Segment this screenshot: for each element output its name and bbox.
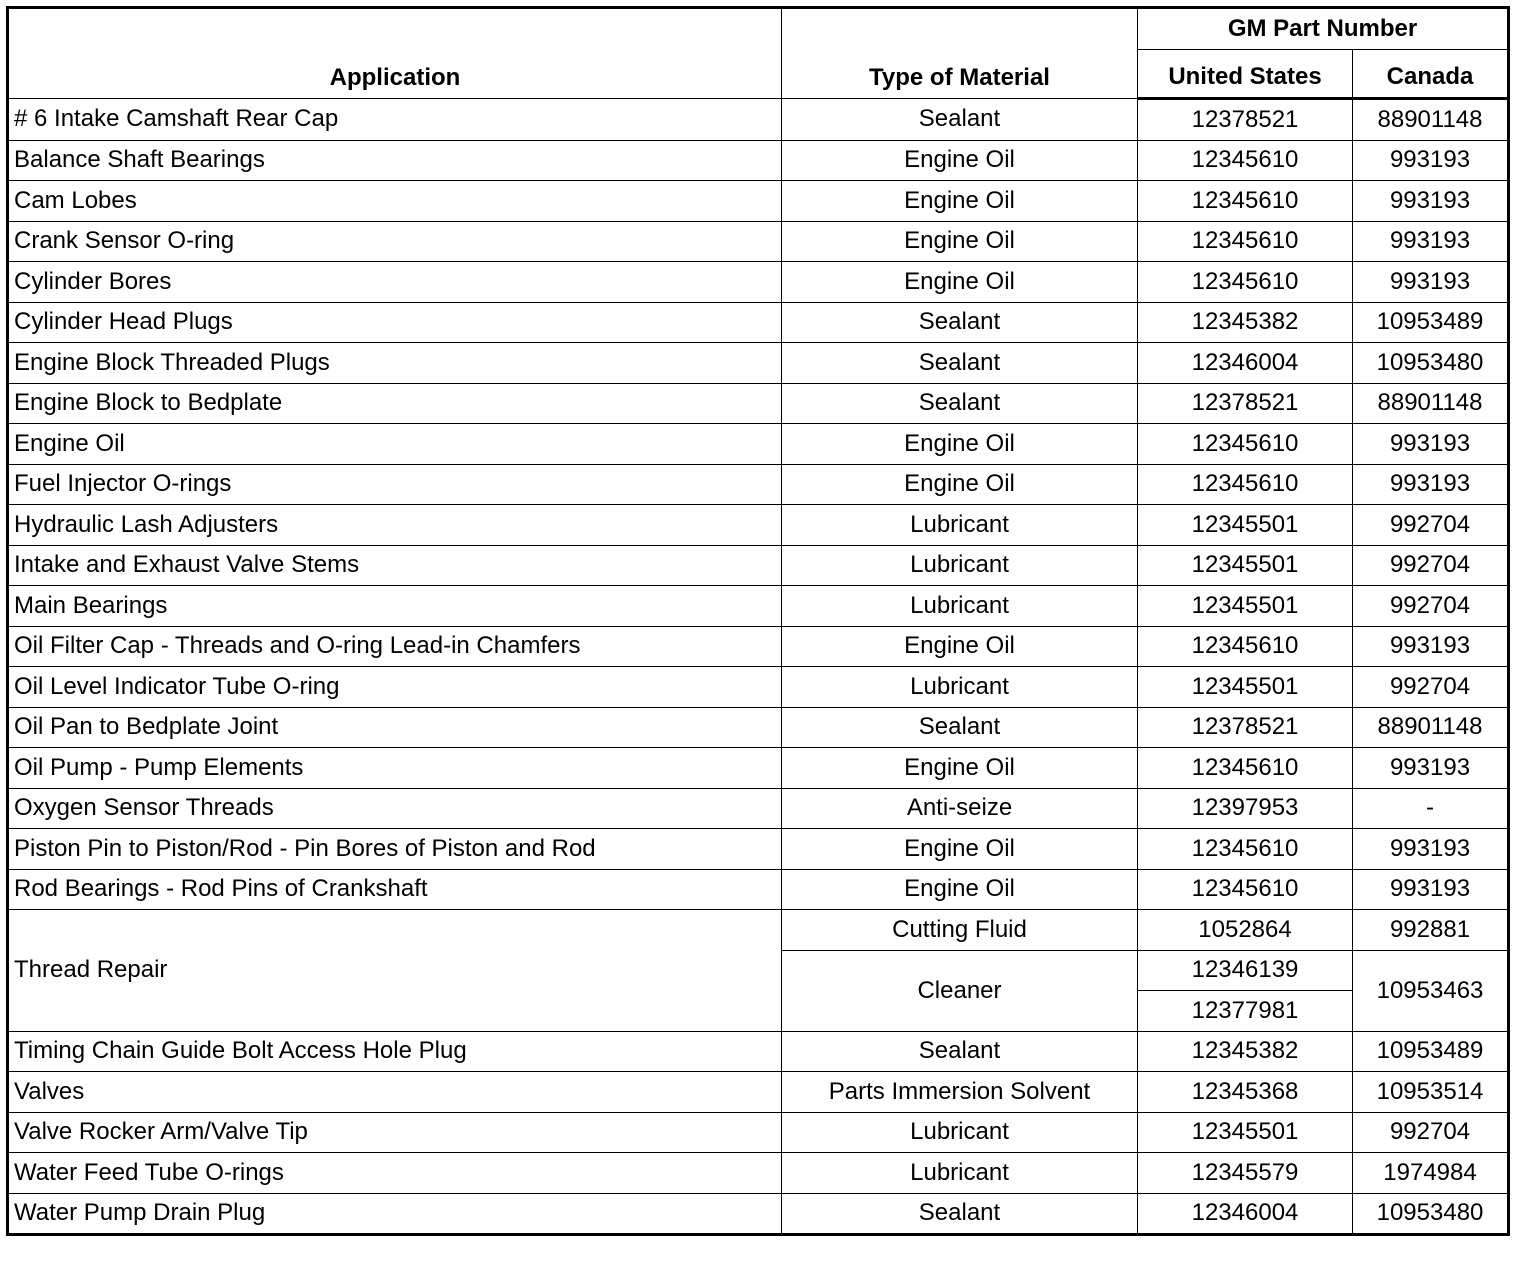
cell-us-part: 12345501 (1138, 505, 1353, 546)
header-application: Application (8, 8, 782, 99)
cell-us-part: 12345382 (1138, 1031, 1353, 1072)
cell-application: Fuel Injector O-rings (8, 464, 782, 505)
table-body (8, 99, 1509, 1235)
table-row (8, 545, 1509, 586)
cell-us-part: 12345501 (1138, 545, 1353, 586)
cell-material: Anti-seize (782, 788, 1138, 829)
cell-us-part: 12345382 (1138, 302, 1353, 343)
cell-material: Lubricant (782, 586, 1138, 627)
table-row-thread-repair (8, 910, 1509, 951)
cell-canada-part: 10953489 (1353, 302, 1509, 343)
table-row (8, 788, 1509, 829)
cell-us-part: 12345610 (1138, 181, 1353, 222)
cell-application: Engine Block to Bedplate (8, 383, 782, 424)
cell-us-part: 12345501 (1138, 1112, 1353, 1153)
cell-canada-part: 993193 (1353, 140, 1509, 181)
table-row (8, 140, 1509, 181)
cell-application: Piston Pin to Piston/Rod - Pin Bores of Piston and Rod (8, 829, 782, 870)
cell-us-part-cleaner-1: 12346139 (1138, 950, 1353, 991)
cell-us-part: 12378521 (1138, 383, 1353, 424)
cell-canada-part: 993193 (1353, 748, 1509, 789)
cell-material: Sealant (782, 383, 1138, 424)
cell-application: Oil Filter Cap - Threads and O-ring Lead-in Chamfers (8, 626, 782, 667)
header-gm-part-number: GM Part Number (1138, 8, 1509, 50)
table-row (8, 424, 1509, 465)
header-united-states: United States (1138, 49, 1353, 99)
cell-canada-part-cleaner: 10953463 (1353, 950, 1509, 1031)
cell-material: Engine Oil (782, 262, 1138, 303)
cell-canada-part: 993193 (1353, 424, 1509, 465)
cell-canada-part: 992704 (1353, 1112, 1509, 1153)
cell-us-part-cutting-fluid: 1052864 (1138, 910, 1353, 951)
cell-us-part-cleaner-2: 12377981 (1138, 991, 1353, 1032)
cell-us-part: 12345610 (1138, 424, 1353, 465)
cell-canada-part: 993193 (1353, 221, 1509, 262)
cell-application: Rod Bearings - Rod Pins of Crankshaft (8, 869, 782, 910)
cell-us-part: 12397953 (1138, 788, 1353, 829)
cell-canada-part: 10953480 (1353, 1193, 1509, 1235)
cell-us-part: 12346004 (1138, 1193, 1353, 1235)
table-row (8, 505, 1509, 546)
cell-material: Sealant (782, 99, 1138, 141)
cell-us-part: 12378521 (1138, 707, 1353, 748)
cell-application: Oxygen Sensor Threads (8, 788, 782, 829)
table-row (8, 221, 1509, 262)
table-row (8, 1072, 1509, 1113)
cell-us-part: 12345501 (1138, 667, 1353, 708)
cell-us-part: 12345610 (1138, 869, 1353, 910)
table-row (8, 99, 1509, 141)
cell-canada-part: 88901148 (1353, 99, 1509, 141)
cell-canada-part: 992704 (1353, 667, 1509, 708)
header-canada: Canada (1353, 49, 1509, 99)
cell-canada-part-cutting-fluid: 992881 (1353, 910, 1509, 951)
cell-canada-part: 993193 (1353, 181, 1509, 222)
cell-us-part: 12345610 (1138, 221, 1353, 262)
cell-material: Engine Oil (782, 424, 1138, 465)
cell-canada-part: 88901148 (1353, 383, 1509, 424)
cell-material: Engine Oil (782, 626, 1138, 667)
cell-material: Parts Immersion Solvent (782, 1072, 1138, 1113)
cell-material: Sealant (782, 343, 1138, 384)
cell-us-part: 12345579 (1138, 1153, 1353, 1194)
cell-canada-part: - (1353, 788, 1509, 829)
cell-application: Cylinder Bores (8, 262, 782, 303)
cell-material: Engine Oil (782, 140, 1138, 181)
cell-us-part: 12345368 (1138, 1072, 1353, 1113)
cell-material: Sealant (782, 707, 1138, 748)
cell-application: Crank Sensor O-ring (8, 221, 782, 262)
cell-canada-part: 993193 (1353, 262, 1509, 303)
cell-us-part: 12345610 (1138, 262, 1353, 303)
cell-material: Engine Oil (782, 181, 1138, 222)
table-row (8, 869, 1509, 910)
cell-application: Valve Rocker Arm/Valve Tip (8, 1112, 782, 1153)
header-material: Type of Material (782, 8, 1138, 99)
cell-canada-part: 993193 (1353, 869, 1509, 910)
table-row (8, 1153, 1509, 1194)
cell-application: Timing Chain Guide Bolt Access Hole Plug (8, 1031, 782, 1072)
table-row (8, 302, 1509, 343)
table-row (8, 262, 1509, 303)
cell-canada-part: 993193 (1353, 829, 1509, 870)
table-row (8, 181, 1509, 222)
table-row (8, 707, 1509, 748)
cell-material: Sealant (782, 302, 1138, 343)
cell-application: Engine Oil (8, 424, 782, 465)
cell-material: Lubricant (782, 545, 1138, 586)
cell-us-part: 12345610 (1138, 464, 1353, 505)
table-row (8, 829, 1509, 870)
cell-application-thread-repair: Thread Repair (8, 910, 782, 1032)
cell-material: Engine Oil (782, 748, 1138, 789)
cell-us-part: 12345610 (1138, 748, 1353, 789)
cell-canada-part: 10953514 (1353, 1072, 1509, 1113)
cell-canada-part: 10953480 (1353, 343, 1509, 384)
table-row (8, 383, 1509, 424)
cell-canada-part: 993193 (1353, 464, 1509, 505)
cell-application: Oil Level Indicator Tube O-ring (8, 667, 782, 708)
cell-material-cleaner: Cleaner (782, 950, 1138, 1031)
cell-us-part: 12345501 (1138, 586, 1353, 627)
table-row (8, 1193, 1509, 1235)
table-row (8, 1112, 1509, 1153)
parts-table (6, 6, 1510, 1236)
cell-application: Water Pump Drain Plug (8, 1193, 782, 1235)
cell-material: Lubricant (782, 505, 1138, 546)
cell-application: # 6 Intake Camshaft Rear Cap (8, 99, 782, 141)
cell-material: Engine Oil (782, 464, 1138, 505)
cell-us-part: 12378521 (1138, 99, 1353, 141)
cell-material-cutting-fluid: Cutting Fluid (782, 910, 1138, 951)
table-row (8, 464, 1509, 505)
cell-application: Cylinder Head Plugs (8, 302, 782, 343)
cell-material: Lubricant (782, 1153, 1138, 1194)
cell-material: Engine Oil (782, 221, 1138, 262)
table-row (8, 586, 1509, 627)
cell-canada-part: 88901148 (1353, 707, 1509, 748)
cell-material: Lubricant (782, 667, 1138, 708)
cell-application: Valves (8, 1072, 782, 1113)
cell-application: Engine Block Threaded Plugs (8, 343, 782, 384)
cell-canada-part: 992704 (1353, 545, 1509, 586)
table-row (8, 1031, 1509, 1072)
cell-canada-part: 10953489 (1353, 1031, 1509, 1072)
cell-material: Engine Oil (782, 829, 1138, 870)
table-row (8, 343, 1509, 384)
table-row (8, 626, 1509, 667)
cell-material: Sealant (782, 1031, 1138, 1072)
cell-application: Hydraulic Lash Adjusters (8, 505, 782, 546)
table-row (8, 748, 1509, 789)
cell-application: Balance Shaft Bearings (8, 140, 782, 181)
cell-application: Cam Lobes (8, 181, 782, 222)
cell-canada-part: 1974984 (1353, 1153, 1509, 1194)
cell-us-part: 12346004 (1138, 343, 1353, 384)
cell-canada-part: 992704 (1353, 586, 1509, 627)
cell-application: Water Feed Tube O-rings (8, 1153, 782, 1194)
cell-us-part: 12345610 (1138, 829, 1353, 870)
header-row-top (8, 8, 1509, 50)
cell-material: Lubricant (782, 1112, 1138, 1153)
cell-material: Engine Oil (782, 869, 1138, 910)
cell-application: Intake and Exhaust Valve Stems (8, 545, 782, 586)
cell-us-part: 12345610 (1138, 140, 1353, 181)
cell-us-part: 12345610 (1138, 626, 1353, 667)
cell-canada-part: 992704 (1353, 505, 1509, 546)
cell-material: Sealant (782, 1193, 1138, 1235)
table-row (8, 667, 1509, 708)
cell-application: Oil Pump - Pump Elements (8, 748, 782, 789)
cell-application: Oil Pan to Bedplate Joint (8, 707, 782, 748)
cell-application: Main Bearings (8, 586, 782, 627)
cell-canada-part: 993193 (1353, 626, 1509, 667)
